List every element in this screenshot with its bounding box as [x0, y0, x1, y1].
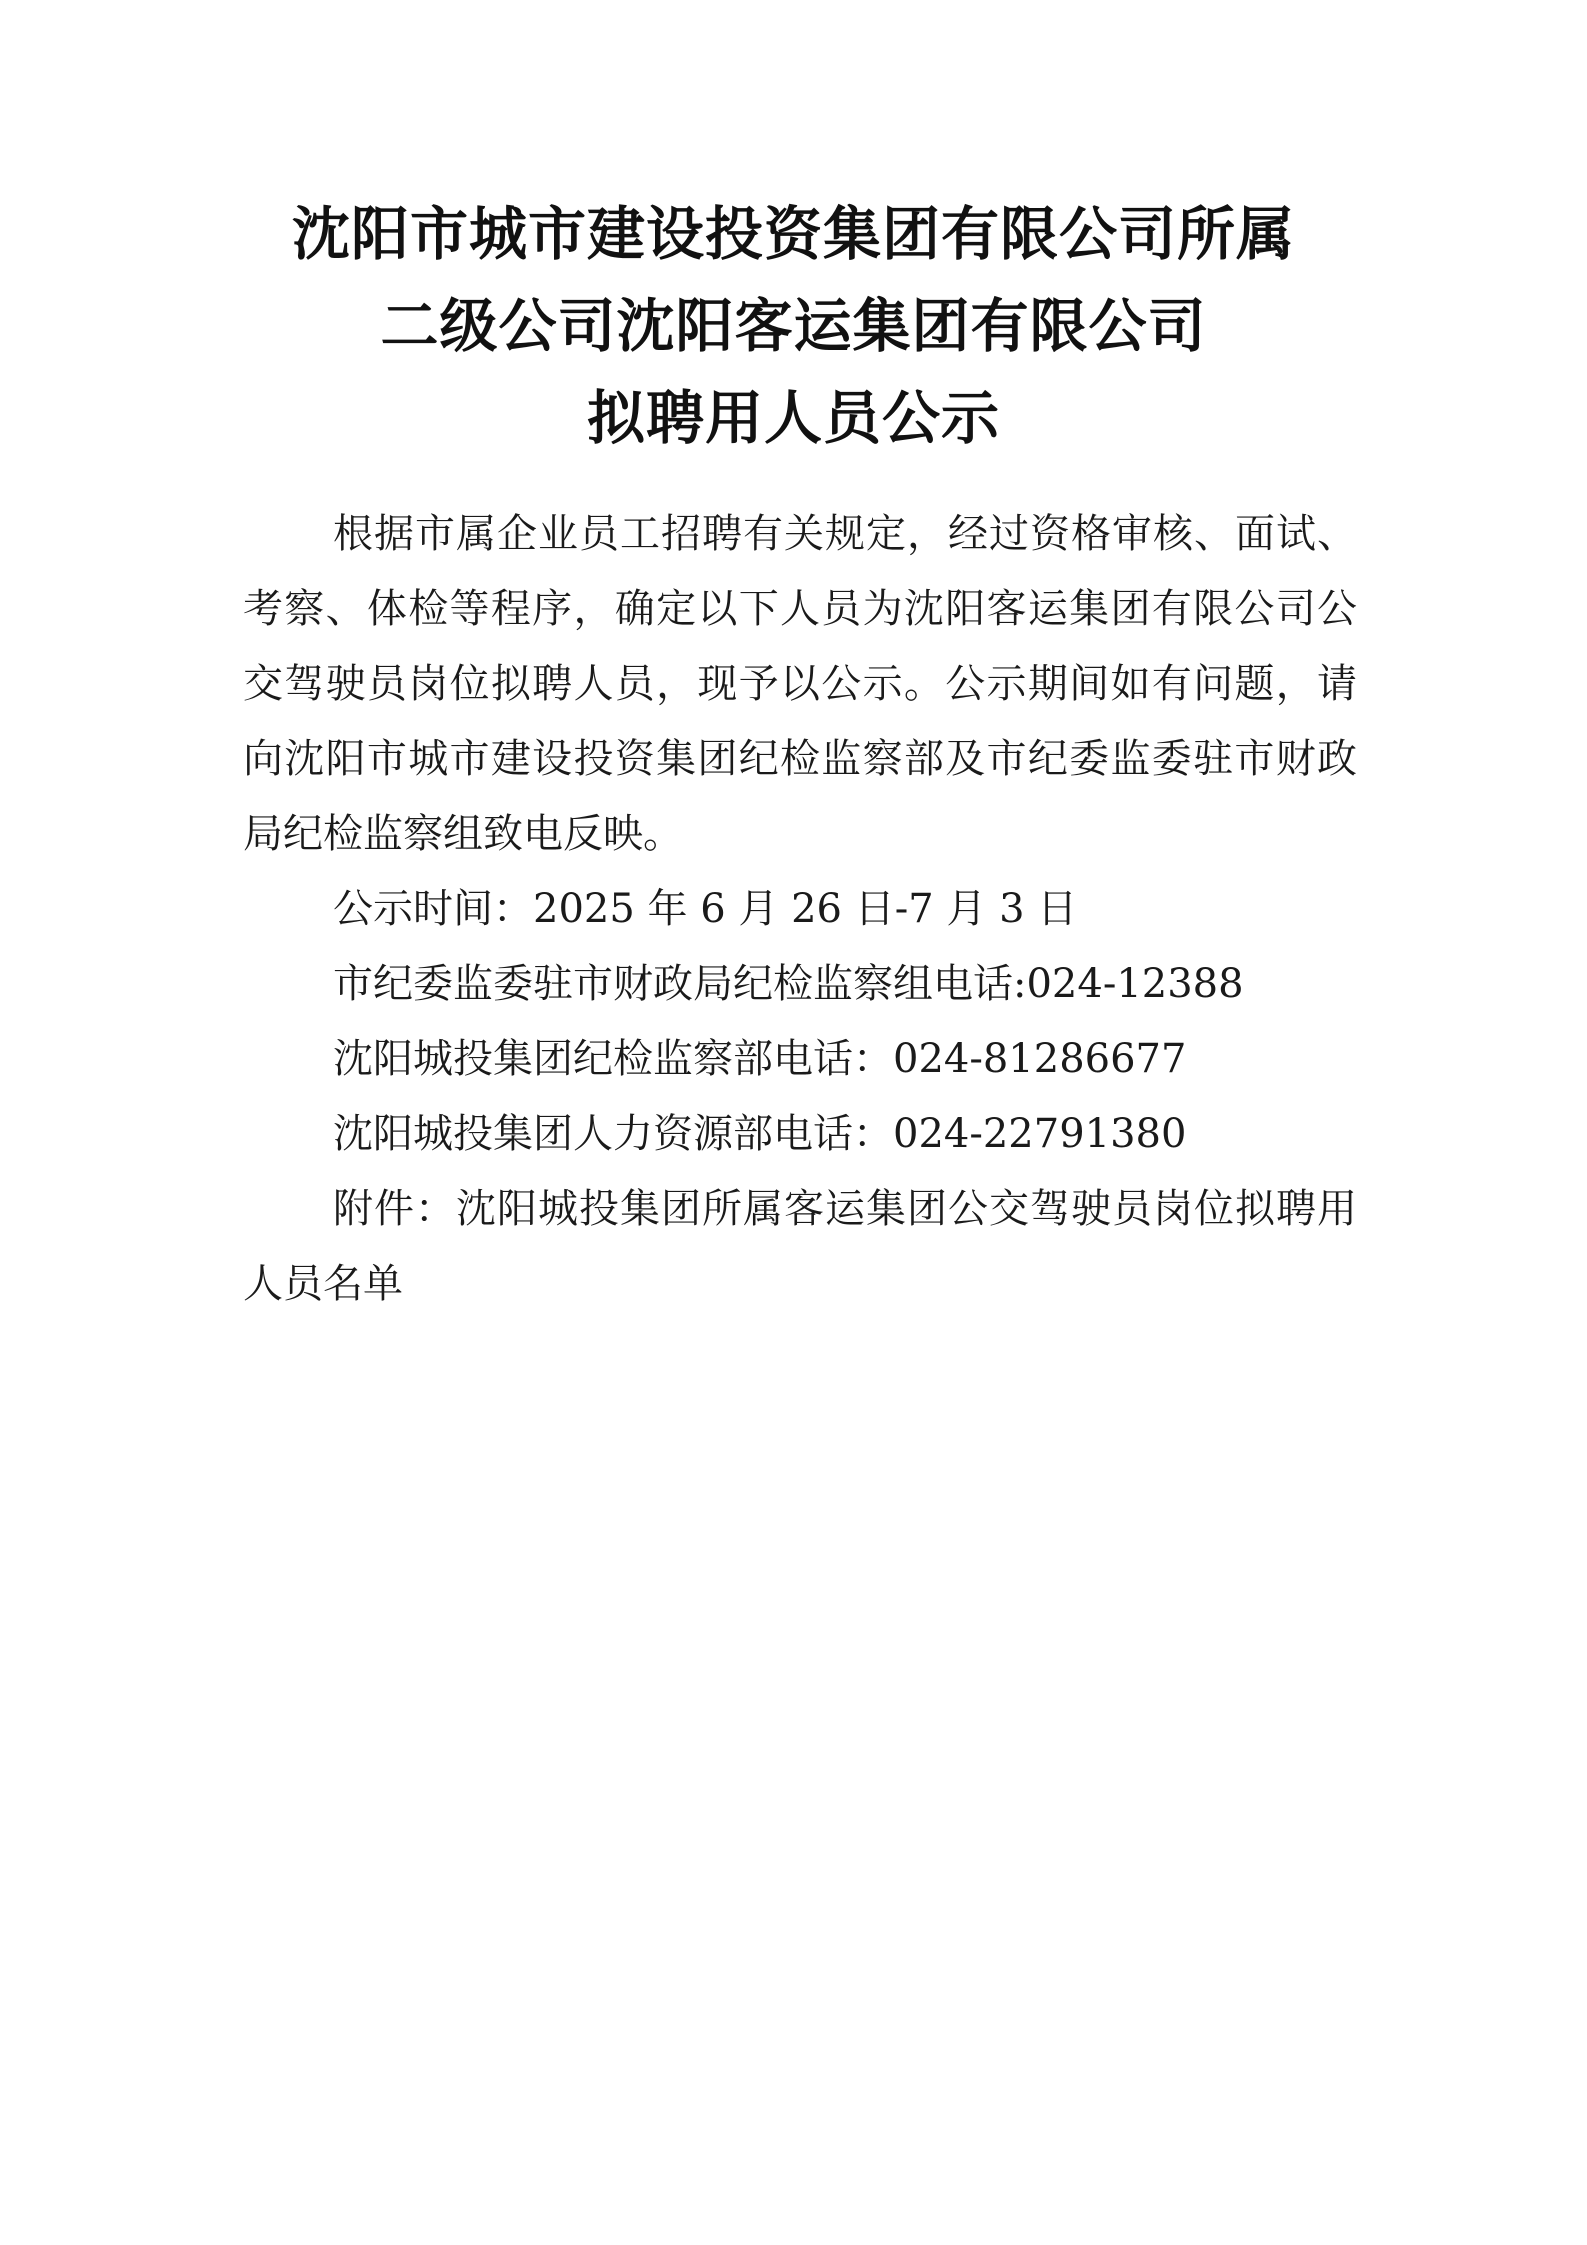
document-title — [0, 188, 1587, 464]
hr-dept-phone: 沈阳城投集团人力资源部电话：024-22791380 — [333, 1111, 1187, 1157]
inspection-group-phone: 市纪委监委驻市财政局纪检监察组电话:024-12388 — [333, 961, 1244, 1007]
title-line-3: 拟聘用人员公示 — [586, 384, 1000, 452]
inspection-dept-phone: 沈阳城投集团纪检监察部电话：024-81286677 — [333, 1036, 1187, 1082]
intro-paragraph: 根据市属企业员工招聘有关规定，经过资格审核、面试、考察、体检等程序，确定以下人员为沈阳客运集团有限公司公交驾驶员岗位拟聘人员，现予以公示。公示期间如有问题，请向沈阳市城市建设投资集团纪检监察部及市纪委监委驻市财政局纪检监察组致电反映。 — [243, 511, 1357, 857]
document-body — [243, 497, 1357, 1322]
attachment-note: 附件：沈阳城投集团所属客运集团公交驾驶员岗位拟聘用人员名单 — [243, 1186, 1357, 1307]
publicity-period: 公示时间：2025 年 6 月 26 日-7 月 3 日 — [333, 886, 1078, 932]
title-line-1: 沈阳市城市建设投资集团有限公司所属 — [291, 200, 1295, 268]
title-line-2: 二级公司沈阳客运集团有限公司 — [380, 292, 1207, 360]
